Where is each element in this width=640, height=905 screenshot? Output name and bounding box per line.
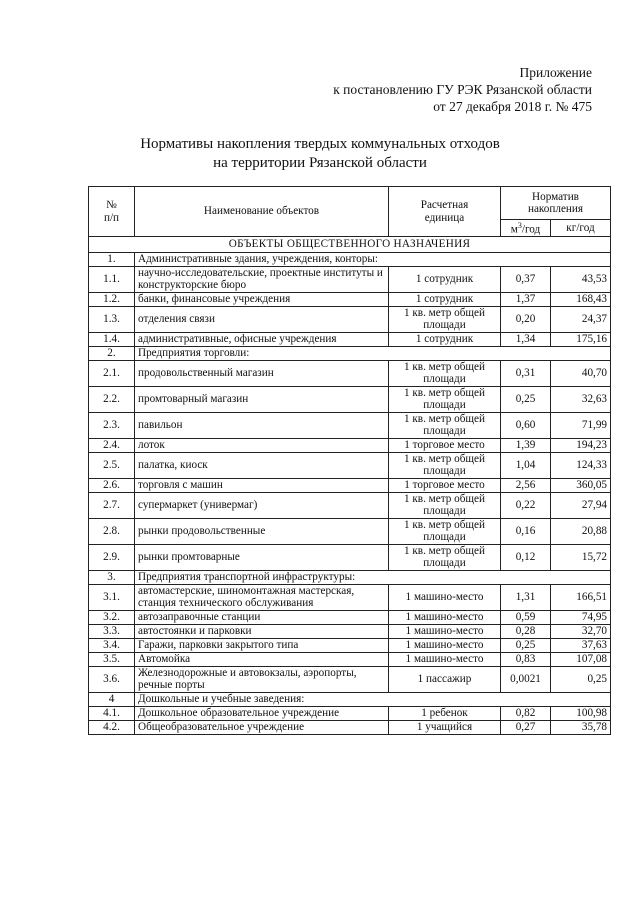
row-number: 2.1.: [89, 361, 135, 387]
calc-unit: 1 кв. метр общей площади: [389, 307, 501, 333]
object-name: Общеобразовательное учреждение: [135, 721, 389, 735]
calc-unit: 1 машино-место: [389, 653, 501, 667]
header-norm-line-1: Норматив: [532, 190, 579, 203]
object-name: административные, офисные учреждения: [135, 333, 389, 347]
object-name: автостоянки и парковки: [135, 625, 389, 639]
appendix-label: Приложение: [519, 65, 592, 80]
row-number: 3.6.: [89, 667, 135, 693]
object-name: продовольственный магазин: [135, 361, 389, 387]
object-name: отделения связи: [135, 307, 389, 333]
calc-unit: 1 кв. метр общей площади: [389, 387, 501, 413]
appendix-block: [333, 64, 592, 115]
row-number: 1.1.: [89, 267, 135, 293]
table-row: [89, 707, 611, 721]
row-number: 2.7.: [89, 493, 135, 519]
calc-unit: 1 учащийся: [389, 721, 501, 735]
norm-m3: 0,37: [501, 267, 551, 293]
norm-m3: 0,83: [501, 653, 551, 667]
norm-kg: 43,53: [551, 267, 611, 293]
norm-m3: 0,25: [501, 387, 551, 413]
calc-unit: 1 торговое место: [389, 479, 501, 493]
header-name: Наименование объектов: [135, 187, 389, 237]
row-number: 2.: [89, 347, 135, 361]
row-number: 1.3.: [89, 307, 135, 333]
object-name: Гаражи, парковки закрытого типа: [135, 639, 389, 653]
norm-kg: 166,51: [551, 585, 611, 611]
row-number: 2.9.: [89, 545, 135, 571]
norm-m3: 0,60: [501, 413, 551, 439]
row-number: 2.5.: [89, 453, 135, 479]
section-row: [89, 237, 611, 253]
norm-m3: 0,31: [501, 361, 551, 387]
object-name: Дошкольное образовательное учреждение: [135, 707, 389, 721]
norm-kg: 71,99: [551, 413, 611, 439]
table-row: [89, 653, 611, 667]
norm-m3: 0,22: [501, 493, 551, 519]
norm-m3: 0,82: [501, 707, 551, 721]
header-unit: [389, 187, 501, 237]
header-number: [89, 187, 135, 237]
group-row: [89, 253, 611, 267]
norm-kg: 100,98: [551, 707, 611, 721]
object-name: палатка, киоск: [135, 453, 389, 479]
table-row: [89, 611, 611, 625]
group-row: [89, 693, 611, 707]
document-title: [0, 135, 640, 173]
header-number-sign: №: [106, 199, 117, 212]
calc-unit: 1 машино-место: [389, 625, 501, 639]
table-row: [89, 493, 611, 519]
norm-kg: 32,70: [551, 625, 611, 639]
row-number: 2.4.: [89, 439, 135, 453]
row-number: 2.8.: [89, 519, 135, 545]
header-m3-base: м: [510, 223, 518, 236]
norm-m3: 0,28: [501, 625, 551, 639]
table-row: [89, 361, 611, 387]
norm-m3: 1,34: [501, 333, 551, 347]
norm-kg: 107,08: [551, 653, 611, 667]
norm-m3: 1,04: [501, 453, 551, 479]
norm-kg: 20,88: [551, 519, 611, 545]
header-m3: [501, 220, 551, 237]
calc-unit: 1 кв. метр общей площади: [389, 493, 501, 519]
norm-m3: 0,20: [501, 307, 551, 333]
norm-m3: 0,16: [501, 519, 551, 545]
norm-kg: 124,33: [551, 453, 611, 479]
table-row: [89, 387, 611, 413]
norm-m3: 1,31: [501, 585, 551, 611]
calc-unit: 1 кв. метр общей площади: [389, 519, 501, 545]
norm-kg: 15,72: [551, 545, 611, 571]
header-unit-line-1: Расчетная: [420, 199, 469, 212]
header-unit-line-2: единица: [424, 211, 465, 224]
object-name: торговля с машин: [135, 479, 389, 493]
row-number: 3.: [89, 571, 135, 585]
object-name: супермаркет (универмаг): [135, 493, 389, 519]
title-line-2: на территории Рязанской области: [213, 155, 427, 171]
norm-m3: 0,27: [501, 721, 551, 735]
calc-unit: 1 торговое место: [389, 439, 501, 453]
object-name: автозаправочные станции: [135, 611, 389, 625]
object-name: Железнодорожные и автовокзалы, аэропорты, речные порты: [135, 667, 389, 693]
object-name: рынки промтоварные: [135, 545, 389, 571]
table-row: [89, 585, 611, 611]
group-title: Предприятия транспортной инфраструктуры:: [135, 571, 611, 585]
row-number: 4.2.: [89, 721, 135, 735]
table-row: [89, 479, 611, 493]
table-row: [89, 333, 611, 347]
group-title: Дошкольные и учебные заведения:: [135, 693, 611, 707]
object-name: автомастерские, шиномонтажная мастерская, станция технического обслуживания: [135, 585, 389, 611]
header-norm: [501, 187, 611, 220]
calc-unit: 1 сотрудник: [389, 293, 501, 307]
calc-unit: 1 кв. метр общей площади: [389, 413, 501, 439]
table-row: [89, 625, 611, 639]
row-number: 1.2.: [89, 293, 135, 307]
table-row: [89, 267, 611, 293]
norm-kg: 32,63: [551, 387, 611, 413]
group-row: [89, 347, 611, 361]
calc-unit: 1 сотрудник: [389, 333, 501, 347]
norm-m3: 0,0021: [501, 667, 551, 693]
table-row: [89, 307, 611, 333]
norm-kg: 35,78: [551, 721, 611, 735]
object-name: павильон: [135, 413, 389, 439]
group-title: Предприятия торговли:: [135, 347, 611, 361]
object-name: лоток: [135, 439, 389, 453]
appendix-resolution: к постановлению ГУ РЭК Рязанской области: [333, 82, 592, 97]
calc-unit: 1 пассажир: [389, 667, 501, 693]
norm-m3: 0,25: [501, 639, 551, 653]
norm-kg: 24,37: [551, 307, 611, 333]
object-name: банки, финансовые учреждения: [135, 293, 389, 307]
row-number: 3.3.: [89, 625, 135, 639]
calc-unit: 1 кв. метр общей площади: [389, 453, 501, 479]
calc-unit: 1 кв. метр общей площади: [389, 361, 501, 387]
row-number: 1.: [89, 253, 135, 267]
norm-kg: 0,25: [551, 667, 611, 693]
norm-kg: 74,95: [551, 611, 611, 625]
norms-table: [88, 186, 611, 735]
title-line-1: Нормативы накопления твердых коммунальных отходов: [140, 136, 500, 152]
calc-unit: 1 кв. метр общей площади: [389, 545, 501, 571]
norm-m3: 0,12: [501, 545, 551, 571]
header-kg: кг/год: [551, 220, 611, 237]
object-name: рынки продовольственные: [135, 519, 389, 545]
section-title: ОБЪЕКТЫ ОБЩЕСТВЕННОГО НАЗНАЧЕНИЯ: [89, 237, 611, 253]
row-number: 2.3.: [89, 413, 135, 439]
table-row: [89, 721, 611, 735]
header-row: [89, 187, 611, 220]
object-name: научно-исследовательские, проектные институты и конструкторские бюро: [135, 267, 389, 293]
group-row: [89, 571, 611, 585]
table-row: [89, 439, 611, 453]
row-number: 4: [89, 693, 135, 707]
table-row: [89, 453, 611, 479]
norm-kg: 175,16: [551, 333, 611, 347]
row-number: 2.6.: [89, 479, 135, 493]
norm-kg: 27,94: [551, 493, 611, 519]
calc-unit: 1 машино-место: [389, 611, 501, 625]
table-row: [89, 545, 611, 571]
norm-kg: 168,43: [551, 293, 611, 307]
norm-kg: 40,70: [551, 361, 611, 387]
header-m3-rest: /год: [521, 223, 541, 236]
calc-unit: 1 машино-место: [389, 585, 501, 611]
norm-m3: 1,39: [501, 439, 551, 453]
calc-unit: 1 машино-место: [389, 639, 501, 653]
row-number: 3.4.: [89, 639, 135, 653]
appendix-date: от 27 декабря 2018 г. № 475: [433, 99, 592, 114]
table-row: [89, 519, 611, 545]
calc-unit: 1 сотрудник: [389, 267, 501, 293]
object-name: промтоварный магазин: [135, 387, 389, 413]
header-norm-line-2: накопления: [527, 203, 584, 215]
row-number: 1.4.: [89, 333, 135, 347]
row-number: 4.1.: [89, 707, 135, 721]
norm-m3: 2,56: [501, 479, 551, 493]
row-number: 3.2.: [89, 611, 135, 625]
object-name: Автомойка: [135, 653, 389, 667]
row-number: 3.5.: [89, 653, 135, 667]
table-row: [89, 293, 611, 307]
header-number-abbr: п/п: [103, 211, 120, 224]
group-title: Административные здания, учреждения, конторы:: [135, 253, 611, 267]
calc-unit: 1 ребенок: [389, 707, 501, 721]
header-m3-sup: 3: [517, 221, 522, 230]
norm-kg: 37,63: [551, 639, 611, 653]
norm-m3: 0,59: [501, 611, 551, 625]
norm-m3: 1,37: [501, 293, 551, 307]
row-number: 3.1.: [89, 585, 135, 611]
norm-kg: 194,23: [551, 439, 611, 453]
table-row: [89, 639, 611, 653]
norm-kg: 360,05: [551, 479, 611, 493]
table-row: [89, 667, 611, 693]
row-number: 2.2.: [89, 387, 135, 413]
table-row: [89, 413, 611, 439]
